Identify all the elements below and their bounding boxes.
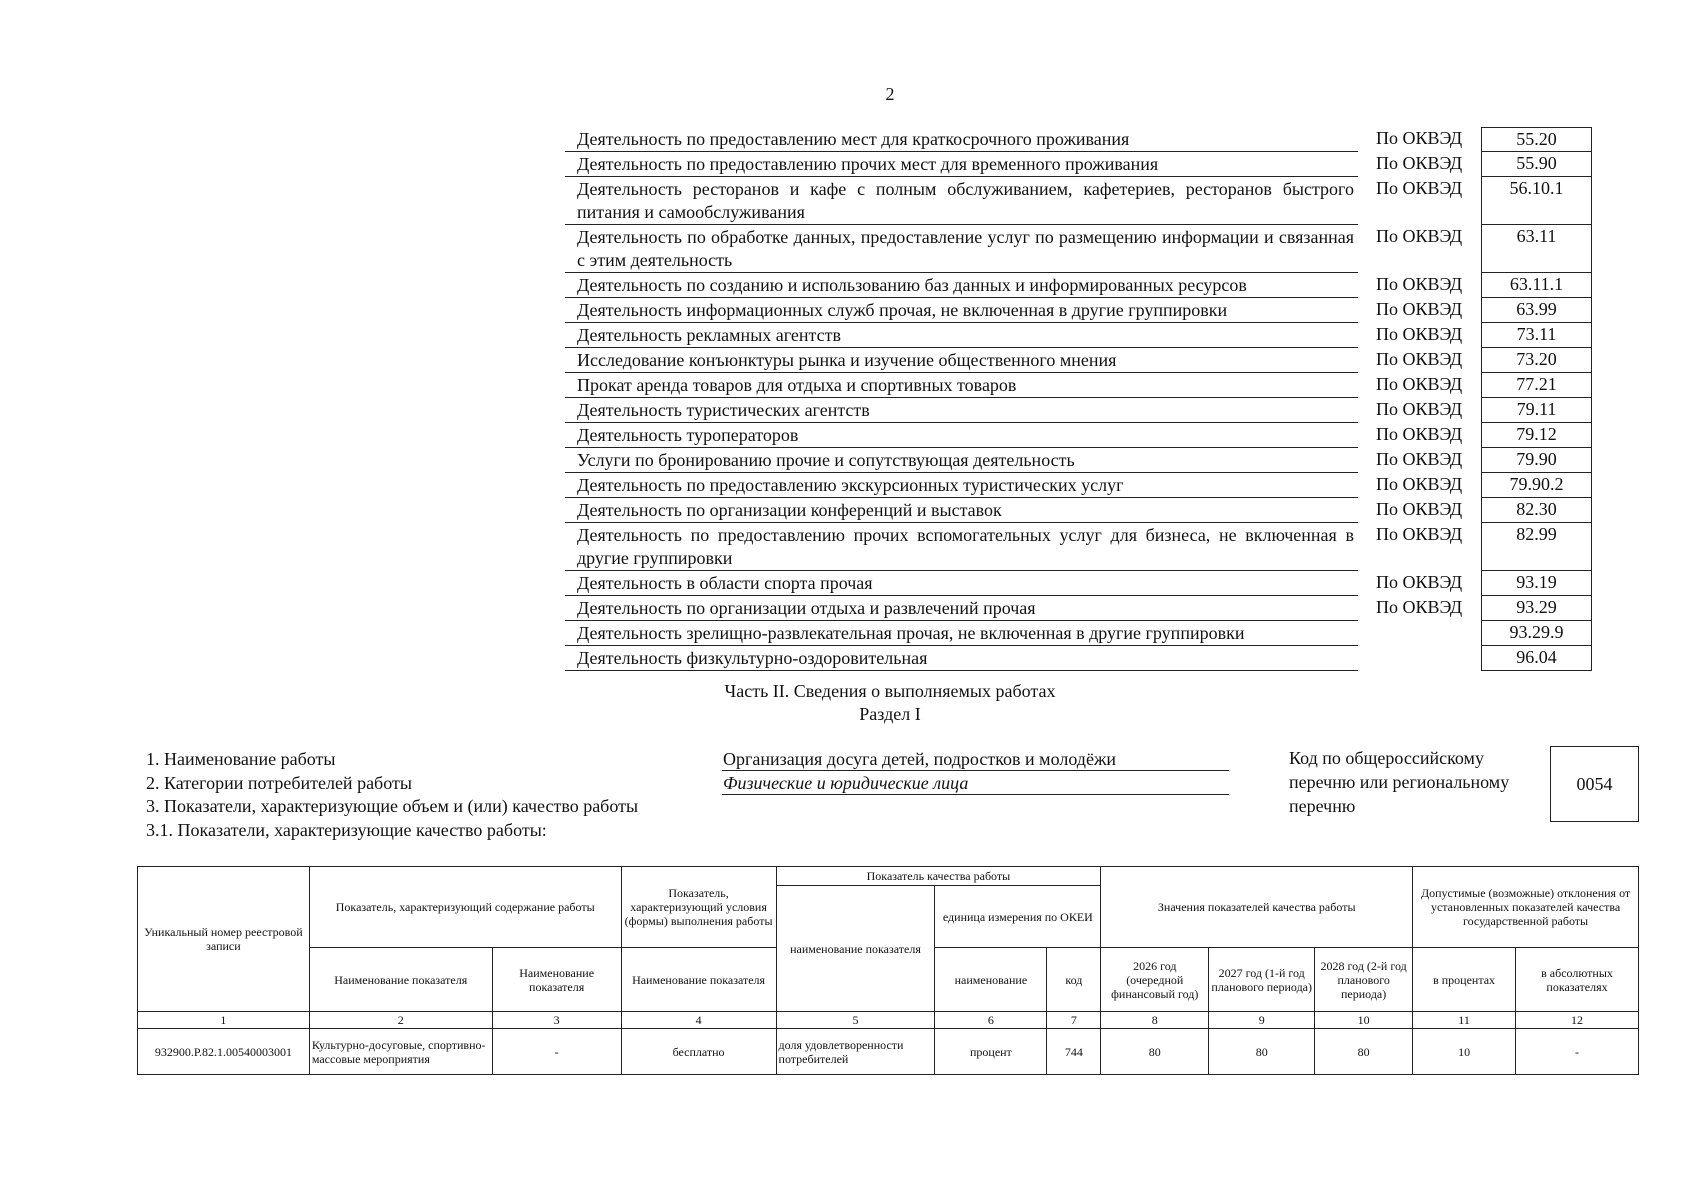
okved-row xyxy=(565,373,1603,398)
cell-unit-name: процент xyxy=(935,1029,1047,1075)
indicators-label: 3. Показатели, характеризующие объем и (или) качество работы xyxy=(146,796,639,816)
work-name-value: Организация досуга детей, подростков и молодёжи xyxy=(722,748,1229,771)
okved-label: По ОКВЭД xyxy=(1376,572,1463,592)
col-number: 11 xyxy=(1413,1012,1516,1029)
okved-activity-name: Услуги по бронированию прочие и сопутствующая деятельность xyxy=(565,448,1358,473)
th-year-2028: 2028 год (2-й год планового периода) xyxy=(1315,948,1413,1012)
okved-code: 79.90.2 xyxy=(1481,473,1592,498)
col-number: 4 xyxy=(621,1012,776,1029)
okved-activity-name: Деятельность по предоставлению прочих вспомогательных услуг для бизнеса, не включенная в другие группировки xyxy=(565,523,1358,571)
okved-list xyxy=(565,127,1603,671)
okved-code: 63.11.1 xyxy=(1481,273,1592,298)
cell-deviation-absolute: - xyxy=(1516,1029,1639,1075)
th-indicator-1: Наименование показателя xyxy=(309,948,492,1012)
okved-row xyxy=(565,348,1603,373)
okved-code: 93.19 xyxy=(1481,571,1592,596)
okved-label: По ОКВЭД xyxy=(1376,349,1463,369)
th-unit: единица измерения по ОКЕИ xyxy=(935,886,1101,948)
okved-row xyxy=(565,298,1603,323)
okved-code: 79.12 xyxy=(1481,423,1592,448)
th-year-2027: 2027 год (1-й год планового периода) xyxy=(1209,948,1315,1012)
okved-row xyxy=(565,152,1603,177)
okved-activity-name: Деятельность рекламных агентств xyxy=(565,323,1358,348)
okved-activity-name: Деятельность туроператоров xyxy=(565,423,1358,448)
cell-value-2026: 80 xyxy=(1101,1029,1209,1075)
okved-row xyxy=(565,571,1603,596)
okved-activity-name: Деятельность по организации отдыха и развлечений прочая xyxy=(565,596,1358,621)
section-title: Раздел I xyxy=(859,704,921,724)
okved-row xyxy=(565,127,1603,152)
th-deviations: Допустимые (возможные) отклонения от установленных показателей качества государственной работы xyxy=(1413,867,1639,948)
okved-activity-name: Деятельность по организации конференций и выставок xyxy=(565,498,1358,523)
th-content: Показатель, характеризующий содержание работы xyxy=(309,867,621,948)
okved-row xyxy=(565,621,1603,646)
okved-code: 79.11 xyxy=(1481,398,1592,423)
table-row xyxy=(138,1029,1639,1075)
consumers-label: 2. Категории потребителей работы xyxy=(146,772,412,793)
col-number: 8 xyxy=(1101,1012,1209,1029)
th-percent: в процентах xyxy=(1413,948,1516,1012)
okved-activity-name: Деятельность по обработке данных, предоставление услуг по размещению информации и связанная с этим деятельность xyxy=(565,225,1358,273)
okved-code: 73.11 xyxy=(1481,323,1592,348)
okved-row xyxy=(565,177,1603,225)
okved-row xyxy=(565,498,1603,523)
cell-deviation-percent: 10 xyxy=(1413,1029,1516,1075)
okved-label: По ОКВЭД xyxy=(1376,226,1463,246)
okved-code: 77.21 xyxy=(1481,373,1592,398)
okved-label: По ОКВЭД xyxy=(1376,474,1463,494)
cell-condition: бесплатно xyxy=(621,1029,776,1075)
okved-label: По ОКВЭД xyxy=(1376,597,1463,617)
okved-row xyxy=(565,523,1603,571)
th-conditions: Показатель, характеризующий условия (формы) выполнения работы xyxy=(621,867,776,948)
okved-label: По ОКВЭД xyxy=(1376,274,1463,294)
col-number: 10 xyxy=(1315,1012,1413,1029)
okved-activity-name: Деятельность зрелищно-развлекательная прочая, не включенная в другие группировки xyxy=(565,621,1358,646)
okved-label: По ОКВЭД xyxy=(1376,399,1463,419)
registry-code-label: Код по общероссийскому перечню или региональному перечню xyxy=(1289,748,1510,816)
okved-row xyxy=(565,646,1603,671)
th-quality-name: наименование показателя xyxy=(776,886,935,1012)
th-indicator-2: Наименование показателя xyxy=(492,948,621,1012)
okved-code: 96.04 xyxy=(1481,646,1592,671)
okved-row xyxy=(565,273,1603,298)
th-absolute: в абсолютных показателях xyxy=(1516,948,1639,1012)
okved-code: 73.20 xyxy=(1481,348,1592,373)
work-name-label: 1. Наименование работы xyxy=(146,749,336,769)
okved-activity-name: Деятельность ресторанов и кафе с полным обслуживанием, кафетериев, ресторанов быстрого питания и самообслуживания xyxy=(565,177,1358,225)
okved-activity-name: Деятельность по предоставлению прочих мест для временного проживания xyxy=(565,152,1358,177)
okved-label: По ОКВЭД xyxy=(1376,178,1463,198)
okved-row xyxy=(565,596,1603,621)
okved-code: 56.10.1 xyxy=(1481,177,1592,225)
col-number: 3 xyxy=(492,1012,621,1029)
cell-unit-code: 744 xyxy=(1047,1029,1101,1075)
col-number: 1 xyxy=(138,1012,310,1029)
part-title: Часть II. Сведения о выполняемых работах xyxy=(724,681,1056,701)
quality-table xyxy=(137,866,1639,1075)
th-year-2026: 2026 год (очередной финансовый год) xyxy=(1101,948,1209,1012)
okved-activity-name: Прокат аренда товаров для отдыха и спортивных товаров xyxy=(565,373,1358,398)
cell-unique-number: 932900.Р.82.1.00540003001 xyxy=(138,1029,310,1075)
okved-activity-name: Деятельность в области спорта прочая xyxy=(565,571,1358,596)
okved-label: По ОКВЭД xyxy=(1376,424,1463,444)
okved-row xyxy=(565,398,1603,423)
col-number: 6 xyxy=(935,1012,1047,1029)
cell-value-2028: 80 xyxy=(1315,1029,1413,1075)
col-number: 7 xyxy=(1047,1012,1101,1029)
quality-indicators-label: 3.1. Показатели, характеризующие качество работы: xyxy=(146,819,547,840)
okved-code: 55.90 xyxy=(1481,152,1592,177)
okved-label: По ОКВЭД xyxy=(1376,128,1463,148)
okved-activity-name: Деятельность информационных служб прочая, не включенная в другие группировки xyxy=(565,298,1358,323)
th-unit-code: код xyxy=(1047,948,1101,1012)
okved-code: 82.99 xyxy=(1481,523,1592,571)
cell-content-2: - xyxy=(492,1029,621,1075)
col-number: 12 xyxy=(1516,1012,1639,1029)
cell-content-1: Культурно-досуговые, спортивно-массовые мероприятия xyxy=(309,1029,492,1075)
okved-label: По ОКВЭД xyxy=(1376,324,1463,344)
okved-activity-name: Исследование конъюнктуры рынка и изучение общественного мнения xyxy=(565,348,1358,373)
okved-row xyxy=(565,323,1603,348)
column-numbers-row xyxy=(138,1012,1639,1029)
okved-code: 63.99 xyxy=(1481,298,1592,323)
th-unique-number: Уникальный номер реестровой записи xyxy=(138,867,310,1012)
okved-row xyxy=(565,473,1603,498)
okved-activity-name: Деятельность физкультурно-оздоровительная xyxy=(565,646,1358,671)
okved-code: 55.20 xyxy=(1481,127,1592,152)
okved-code: 79.90 xyxy=(1481,448,1592,473)
th-values: Значения показателей качества работы xyxy=(1101,867,1413,948)
okved-label: По ОКВЭД xyxy=(1376,449,1463,469)
okved-activity-name: Деятельность по предоставлению мест для краткосрочного проживания xyxy=(565,127,1358,152)
work-info-labels xyxy=(146,748,638,842)
okved-label: По ОКВЭД xyxy=(1376,153,1463,173)
col-number: 2 xyxy=(309,1012,492,1029)
col-number: 5 xyxy=(776,1012,935,1029)
okved-code: 82.30 xyxy=(1481,498,1592,523)
cell-quality-name: доля удовлетворенности потребителей xyxy=(776,1029,935,1075)
col-number: 9 xyxy=(1209,1012,1315,1029)
okved-activity-name: Деятельность по предоставлению экскурсионных туристических услуг xyxy=(565,473,1358,498)
consumers-value: Физические и юридические лица xyxy=(722,772,1229,795)
okved-label: По ОКВЭД xyxy=(1376,374,1463,394)
cell-value-2027: 80 xyxy=(1209,1029,1315,1075)
okved-code: 63.11 xyxy=(1481,225,1592,273)
th-indicator-3: Наименование показателя xyxy=(621,948,776,1012)
th-unit-name: наименование xyxy=(935,948,1047,1012)
okved-label: По ОКВЭД xyxy=(1376,499,1463,519)
th-quality: Показатель качества работы xyxy=(776,867,1101,886)
page-number: 2 xyxy=(885,84,895,104)
registry-code-box xyxy=(1550,746,1639,822)
okved-row xyxy=(565,225,1603,273)
okved-row xyxy=(565,423,1603,448)
okved-activity-name: Деятельность по созданию и использованию баз данных и информированных ресурсов xyxy=(565,273,1358,298)
okved-label: По ОКВЭД xyxy=(1376,299,1463,319)
okved-label: По ОКВЭД xyxy=(1376,524,1463,544)
okved-activity-name: Деятельность туристических агентств xyxy=(565,398,1358,423)
okved-row xyxy=(565,448,1603,473)
part-heading xyxy=(0,680,1698,726)
okved-code: 93.29.9 xyxy=(1481,621,1592,646)
registry-code-value: 0054 xyxy=(1576,773,1613,794)
okved-code: 93.29 xyxy=(1481,596,1592,621)
